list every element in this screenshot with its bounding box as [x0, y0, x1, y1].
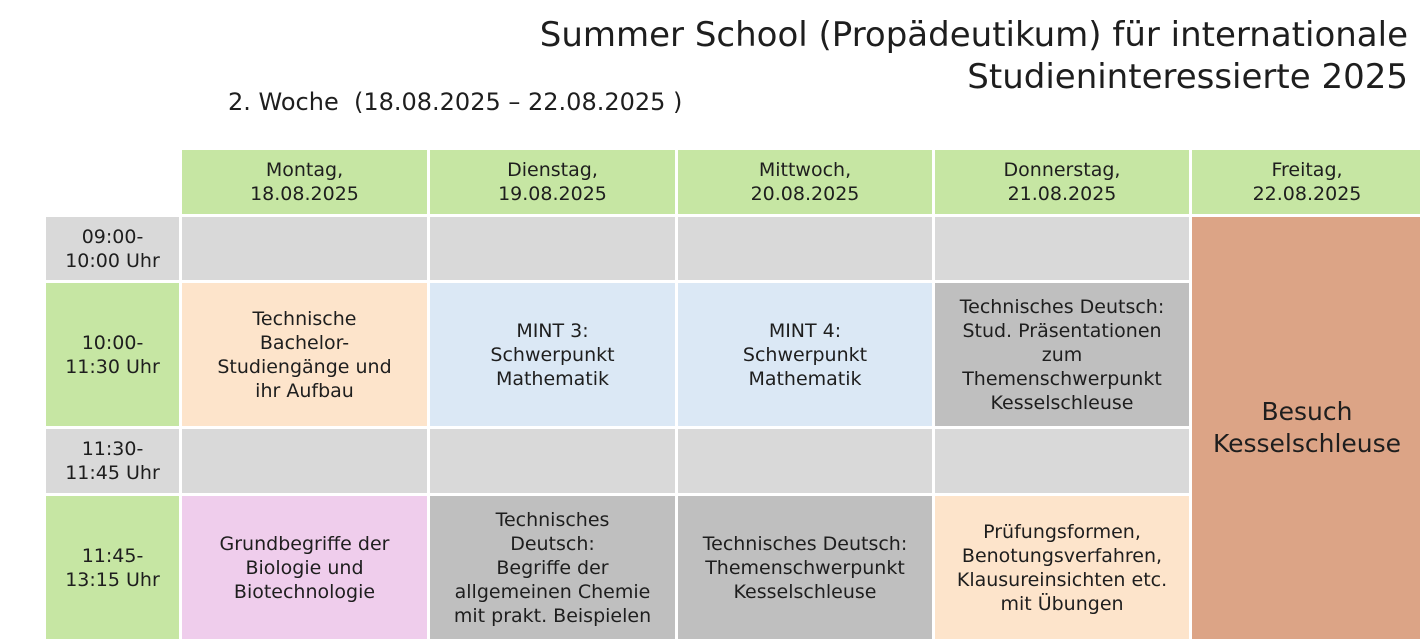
empty-slot: [182, 429, 427, 493]
session-mon-1: Technische Bachelor- Studiengänge und ihr Aufbau: [182, 283, 427, 426]
session-tue-2: Technisches Deutsch: Begriffe der allgemeinen Chemie mit prakt. Beispielen: [430, 496, 675, 639]
session-thu-1: Technisches Deutsch: Stud. Präsentationen zum Themenschwerpunkt Kesselschleuse: [935, 283, 1189, 426]
header-wednesday: Mittwoch, 20.08.2025: [678, 150, 932, 214]
page-title: Summer School (Propädeutikum) für internationale Studieninteressierte 2025: [539, 15, 1408, 97]
header-friday: Freitag, 22.08.2025: [1192, 150, 1420, 214]
session-wed-1: MINT 4: Schwerpunkt Mathematik: [678, 283, 932, 426]
empty-slot: [678, 429, 932, 493]
empty-slot: [935, 429, 1189, 493]
time-1145-1315: 11:45- 13:15 Uhr: [46, 496, 179, 639]
header-thursday: Donnerstag, 21.08.2025: [935, 150, 1189, 214]
session-friday-excursion: Besuch Kesselschleuse: [1192, 217, 1420, 639]
empty-slot: [678, 217, 932, 280]
empty-slot: [935, 217, 1189, 280]
header-tuesday: Dienstag, 19.08.2025: [430, 150, 675, 214]
empty-slot: [430, 217, 675, 280]
session-tue-1: MINT 3: Schwerpunkt Mathematik: [430, 283, 675, 426]
header-monday: Montag, 18.08.2025: [182, 150, 427, 214]
time-1130-1145: 11:30- 11:45 Uhr: [46, 429, 179, 493]
time-0900-1000: 09:00- 10:00 Uhr: [46, 217, 179, 280]
session-thu-2: Prüfungsformen, Benotungsverfahren, Klausureinsichten etc. mit Übungen: [935, 496, 1189, 639]
week-subtitle: 2. Woche (18.08.2025 – 22.08.2025 ): [228, 88, 683, 116]
corner-empty: [46, 150, 179, 214]
empty-slot: [182, 217, 427, 280]
schedule-table: [46, 150, 1420, 639]
session-mon-2: Grundbegriffe der Biologie und Biotechnologie: [182, 496, 427, 639]
time-1000-1130: 10:00- 11:30 Uhr: [46, 283, 179, 426]
empty-slot: [430, 429, 675, 493]
session-wed-2: Technisches Deutsch: Themenschwerpunkt Kesselschleuse: [678, 496, 932, 639]
